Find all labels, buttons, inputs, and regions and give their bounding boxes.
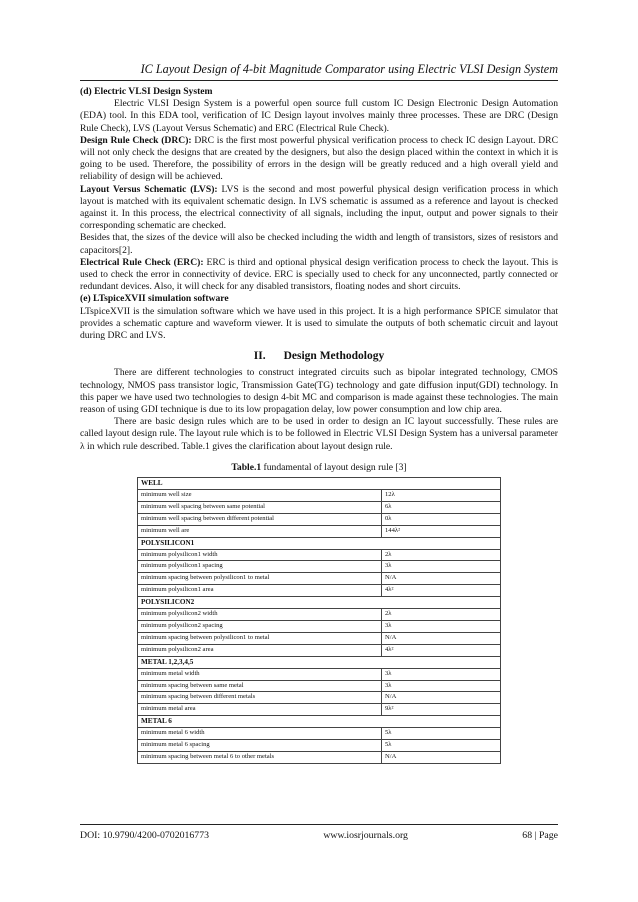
table-cell-value: N/A [382,692,501,704]
paragraph-methodology-1: There are different technologies to construct integrated circuits such as bipolar integrated technology, CMOS technology, NMOS pass transistor logic, Transmission Gate(TG) technology and gate diffusion input(GDI) technology. In this paper we have used two technologies to design 4-bit MC and comparison is made against these technologies. The main reason of using GDI technique is due to its low propagation delay, low power consumption and low chip area. [80,367,558,416]
paragraph-electric: Electric VLSI Design System is a powerful open source full custom IC Design Electronic Design Automation (EDA) tool. In this EDA tool, verification of IC Design layout involves mainly three processes. These are DRC (Design Rule Check), LVS (Layout Versus Schematic) and ERC (Electrical Rule Check). [80,98,558,134]
table-cell-rule: minimum metal width [138,668,382,680]
table-cell-value: 144λ² [382,525,501,537]
paragraph-drc [80,135,558,184]
table-cell-rule: minimum polysilicon1 area [138,585,382,597]
table-cell-rule: minimum polysilicon2 spacing [138,620,382,632]
table-caption [80,462,558,474]
table-cell-rule: minimum metal 6 width [138,728,382,740]
table-cell-rule: minimum spacing between different metals [138,692,382,704]
table-row [138,561,501,573]
table-cell-rule: minimum polysilicon2 area [138,644,382,656]
paragraph-lvs-extra: Besides that, the sizes of the device will also be checked including the width and length of transistors, sizes of resistors and capacitors[2]. [80,232,558,256]
running-head: IC Layout Design of 4-bit Magnitude Comparator using Electric VLSI Design System [140,62,558,76]
table-group-row [138,716,501,728]
table-cell-value: 2λ [382,609,501,621]
table-cell-rule: minimum polysilicon1 width [138,549,382,561]
footer-rule [80,824,558,825]
table-row [138,525,501,537]
table-caption-text: fundamental of layout design rule [3] [261,461,407,473]
table-cell-value: 3λ [382,680,501,692]
paragraph-ltspice: LTspiceXVII is the simulation software which we have used in this project. It is a high performance SPICE simulator that provides a schematic capture and waveform viewer. It is used to simulate the outputs of both schematic circuit and layout during DRC and LVS. [80,305,558,342]
text-erc: ERC is third and optional physical design verification process to check the layout. This is used to check the error in connectivity of device. ERC is specially used to check for any unconnected, partly connected or redundant devices. Also, it will check for any disabled transistors, floating nodes and short circuits. [80,256,558,293]
table-cell-value: 3λ [382,620,501,632]
design-rule-table-body [138,478,501,764]
table-cell-rule: minimum metal 6 spacing [138,740,382,752]
table-row [138,644,501,656]
table-row [138,632,501,644]
table-group-label: WELL [138,478,501,490]
header-rule [80,80,558,81]
table-cell-rule: minimum well spacing between same potential [138,501,382,513]
table-cell-value: 6λ [382,501,501,513]
table-cell-rule: minimum spacing between polysilicon1 to metal [138,573,382,585]
table-row [138,501,501,513]
footer-doi: DOI: 10.9790/4200-0702016773 [80,830,209,841]
term-erc: Electrical Rule Check (ERC): [80,256,204,268]
table-group-row [138,597,501,609]
table-row [138,668,501,680]
table-cell-value: 3λ [382,668,501,680]
table-cell-value: 0λ [382,513,501,525]
table-cell-rule: minimum well spacing between different potential [138,513,382,525]
table-group-label: METAL 6 [138,716,501,728]
table-row [138,585,501,597]
term-drc: Design Rule Check (DRC): [80,134,192,146]
footer [80,830,558,841]
section-number: II. [253,350,266,363]
table-row [138,573,501,585]
body-text [80,86,558,764]
table-cell-value: 9λ² [382,704,501,716]
table-caption-label: Table.1 [231,461,262,473]
term-lvs: Layout Versus Schematic (LVS): [80,183,218,195]
footer-page-number: 68 | Page [522,830,558,841]
design-rule-table [137,477,501,764]
table-row [138,751,501,763]
table-row [138,692,501,704]
table-cell-value: N/A [382,573,501,585]
table-row [138,620,501,632]
paragraph-lvs [80,184,558,233]
table-cell-value: 3λ [382,561,501,573]
table-cell-rule: minimum polysilicon2 width [138,609,382,621]
section-title-text: Design Methodology [283,350,385,363]
table-cell-rule: minimum spacing between metal 6 to other metals [138,751,382,763]
table-cell-value: 5λ [382,740,501,752]
table-cell-value: N/A [382,632,501,644]
section-title [80,350,558,362]
table-group-row [138,478,501,490]
paragraph-methodology-2: There are basic design rules which are to be used in order to design an IC layout successfully. These rules are called layout design rule. The layout rule which is to be followed in Electric VLSI Design System has a universal parameter λ in which rule described. Table.1 gives the clarification about layout design rule. [80,416,558,452]
table-cell-rule: minimum well are [138,525,382,537]
table-group-row [138,537,501,549]
table-row [138,513,501,525]
table-cell-value: 4λ² [382,585,501,597]
table-group-label: METAL 1,2,3,4,5 [138,656,501,668]
table-group-label: POLYSILICON2 [138,597,501,609]
table-group-label: POLYSILICON1 [138,537,501,549]
table-cell-rule: minimum well size [138,490,382,502]
table-cell-value: 12λ [382,490,501,502]
table-row [138,609,501,621]
table-row [138,740,501,752]
table-row [138,680,501,692]
table-cell-rule: minimum spacing between polysilicon1 to metal [138,632,382,644]
table-row [138,704,501,716]
table-cell-value: 4λ² [382,644,501,656]
table-cell-value: 2λ [382,549,501,561]
text-drc: DRC is the first most powerful physical verification process to check IC design Layout. DRC will not only check the designs that are created by the designers, but also the design placed within the context in which it is going to be used. Therefore, the possibility of errors in the design will be greatly reduced and a high overall yield and reliability of design will be achieved. [80,134,558,183]
paragraph-erc [80,257,558,294]
subsection-heading-ltspice: (e) LTspiceXVII simulation software [80,293,229,305]
footer-site: www.iosrjournals.org [323,830,408,841]
text-lvs: LVS is the second and most powerful physical design verification process in which layout is matched with its equivalent schematic design. In LVS schematic is assumed as a reference and layout is checked against it. In this process, the electrical connectivity of all signals, including the input, output and power signals to their corresponding schematic are checked. [80,183,558,232]
table-cell-rule: minimum metal area [138,704,382,716]
table-cell-rule: minimum polysilicon1 spacing [138,561,382,573]
table-row [138,728,501,740]
table-group-row [138,656,501,668]
subsection-heading-electric: (d) Electric VLSI Design System [80,86,213,97]
table-cell-value: N/A [382,751,501,763]
table-row [138,490,501,502]
table-row [138,549,501,561]
table-cell-value: 5λ [382,728,501,740]
table-cell-rule: minimum spacing between same metal [138,680,382,692]
